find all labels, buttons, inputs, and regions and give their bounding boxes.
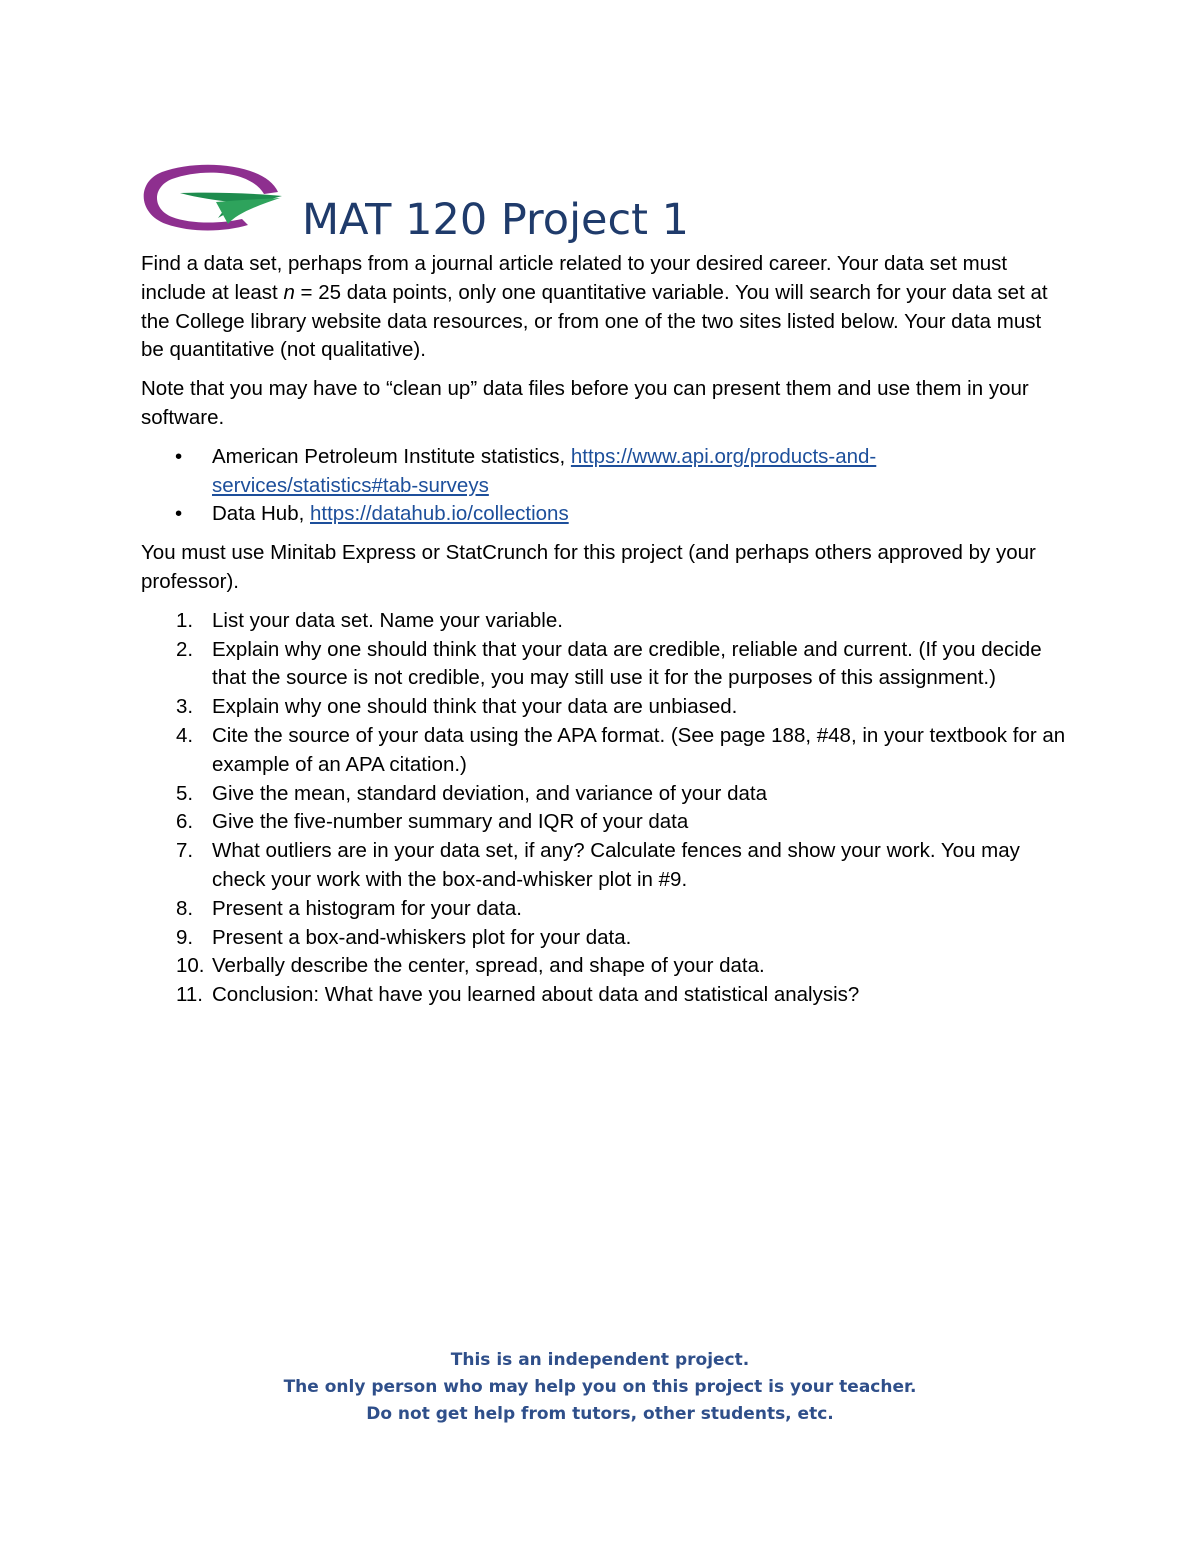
bullet-icon: • xyxy=(175,502,183,526)
datahub-link[interactable]: https://datahub.io/collections xyxy=(310,502,569,526)
page-title: MAT 120 Project 1 xyxy=(302,195,689,245)
list-item xyxy=(141,952,1066,981)
footer-line-2: The only person who may help you on this project is your teacher. xyxy=(283,1377,917,1397)
intro-text-start: Find a data set, perhaps from a journal article related to your desired career. Your data set must include at least xyxy=(141,252,1008,304)
step-number: 9. xyxy=(176,925,194,949)
list-item xyxy=(141,607,1066,636)
step-number: 7. xyxy=(176,839,194,863)
step-number: 1. xyxy=(176,608,194,632)
list-item xyxy=(141,895,1066,924)
footer-line-1: This is an independent project. xyxy=(450,1350,750,1370)
step-number: 8. xyxy=(176,896,194,920)
step-text: Conclusion: What have you learned about data and statistical analysis? xyxy=(212,983,860,1007)
step-number: 3. xyxy=(176,695,194,719)
list-item xyxy=(141,722,1066,780)
step-number: 2. xyxy=(176,637,194,661)
list-item xyxy=(141,924,1066,953)
n-variable: n xyxy=(283,280,295,304)
list-item xyxy=(141,693,1066,722)
step-text: Give the mean, standard deviation, and variance of your data xyxy=(212,781,767,805)
step-text: Verbally describe the center, spread, and shape of your data. xyxy=(212,954,765,978)
step-text: What outliers are in your data set, if any? Calculate fences and show your work. You may check your work with the box-and-whisker plot in #9. xyxy=(212,839,1020,891)
list-item xyxy=(141,808,1066,837)
step-number: 5. xyxy=(176,781,194,805)
step-text: Explain why one should think that your data are unbiased. xyxy=(212,695,738,719)
step-number: 6. xyxy=(176,810,194,834)
step-text: List your data set. Name your variable. xyxy=(212,608,563,632)
step-text: Present a box-and-whiskers plot for your data. xyxy=(212,925,632,949)
sources-list xyxy=(141,443,1066,529)
list-item xyxy=(141,500,1066,529)
footer-note xyxy=(0,1347,1200,1428)
step-text: Explain why one should think that your data are credible, reliable and current. (If you decide that the source is not credible, you may still use it for the purposes of this assignment.) xyxy=(212,637,1042,690)
intro-paragraph xyxy=(141,250,1066,365)
step-text: Give the five-number summary and IQR of your data xyxy=(212,810,689,834)
source-label: Data Hub, xyxy=(212,502,310,526)
intro-text-end: = 25 data points, only one quantitative variable. You will search for your data set at the College library website data resources, or from one of the two sites listed below. Your data must be quantitative (not qualitative). xyxy=(141,280,1048,362)
steps-list xyxy=(141,607,1066,1010)
list-item xyxy=(141,636,1066,694)
college-logo-icon xyxy=(140,162,285,237)
step-text: Cite the source of your data using the APA format. (See page 188, #48, in your textbook for an example of an APA citation.) xyxy=(212,723,1066,776)
step-number: 10. xyxy=(176,954,205,978)
step-text: Present a histogram for your data. xyxy=(212,896,522,920)
list-item xyxy=(141,981,1066,1010)
list-item xyxy=(141,443,1066,501)
software-paragraph: You must use Minitab Express or StatCrunch for this project (and perhaps others approved by your professor). xyxy=(141,541,1036,593)
api-link[interactable]: https://www.api.org/products-and-services/statistics#tab-surveys xyxy=(212,444,877,497)
step-number: 11. xyxy=(176,983,203,1007)
document-body xyxy=(141,250,1066,1010)
note-paragraph: Note that you may have to “clean up” data files before you can present them and use them in your software. xyxy=(141,377,1029,429)
footer-line-3: Do not get help from tutors, other students, etc. xyxy=(366,1404,834,1424)
list-item xyxy=(141,780,1066,809)
source-label: American Petroleum Institute statistics, xyxy=(212,444,571,468)
list-item xyxy=(141,837,1066,895)
bullet-icon: • xyxy=(175,444,183,468)
step-number: 4. xyxy=(176,723,194,747)
